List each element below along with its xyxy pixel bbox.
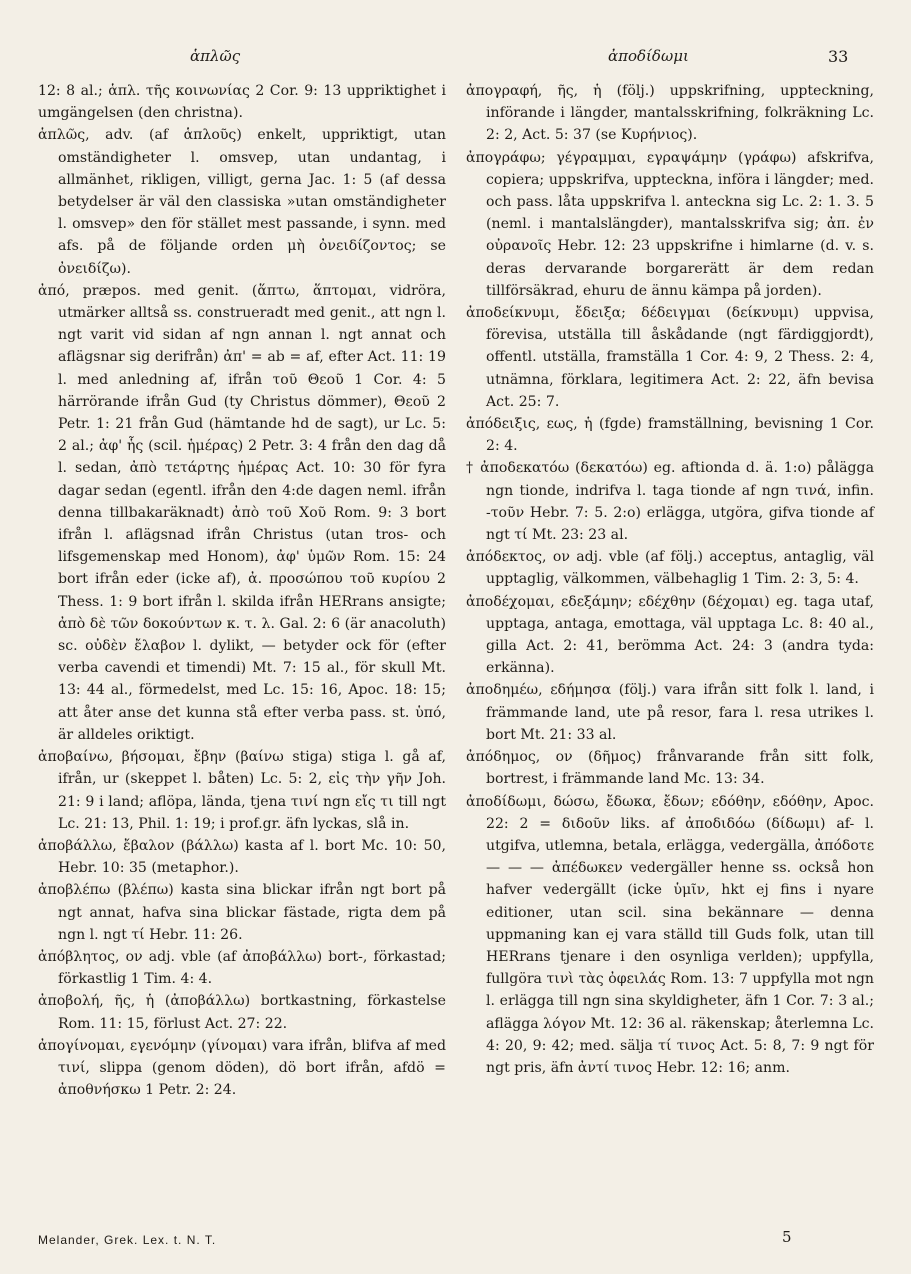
left-column (38, 80, 446, 1101)
entry: ἀποβολή, ῆς, ἡ (ἀποβάλλω) bortkastning, förkastelse Rom. 11: 15, förlust Act. 27: 22. (38, 993, 446, 1032)
entry: ἀποδείκνυμι, ἔδειξα; δέδειγμαι (δείκνυμι) uppvisa, förevisa, utställa till åskådande (ngt färdiggjordt), offentl. utställa, framställa 1 Cor. 4: 9, 2 Thess. 2: 4, utnämna, förklara, legitimera Act. 2: 22, äfn bevisa Act. 25: 7. (466, 305, 874, 410)
entry: ἀπογραφή, ῆς, ἡ (följ.) uppskrifning, uppteckning, införande i längder, mantalsskrifning, folkräkning Lc. 2: 2, Act. 5: 37 (se Κυρήνιος). (466, 83, 874, 144)
entry: 12: 8 al.; ἁπλ. τῆς κοινωνίας 2 Cor. 9: 13 uppriktighet i umgängelsen (den christna). (38, 83, 446, 122)
running-head-right: ἀποδίδωμι (608, 47, 689, 65)
entry: ἀπόδεκτος, ον adj. vble (af följ.) acceptus, antaglig, väl upptaglig, välkommen, välbehaglig 1 Tim. 2: 3, 5: 4. (466, 549, 874, 588)
entry: † ἀποδεκατόω (δεκατόω) eg. aftionda d. ä. 1:o) pålägga ngn tionde, indrifva l. taga tionde af ngn τινά, infin. -τοῦν Hebr. 7: 5. 2:o) erlägga, utgöra, gifva tionde af ngt τί Mt. 23: 23 al. (466, 460, 874, 544)
entry: ἀποβάλλω, ἔβαλον (βάλλω) kasta af l. bort Mc. 10: 50, Hebr. 10: 35 (metaphor.). (38, 837, 446, 877)
entry: ἀπογράφω; γέγραμμαι, εγραψάμην (γράφω) afskrifva, copiera; uppskrifva, uppteckna, införa i längder; med. och pass. låta uppskrifva l. anteckna sig Lc. 2: 1. 3. 5 (neml. i mantalslängder), mantalsskrifva sig; ἀπ. ἐν οὐρανοῖς Hebr. 12: 23 uppskrifne i himlarne (d. v. s. deras dervarande borgarerätt är dem redan tillförsäkrad, ehuru de ännu kämpa på jorden). (466, 149, 874, 299)
entry: ἀπόβλητος, ον adj. vble (af ἀποβάλλω) bort-, förkastad; förkastlig 1 Tim. 4: 4. (38, 948, 446, 988)
entry: ἀποδέχομαι, εδεξάμην; εδέχθην (δέχομαι) eg. taga utaf, upptaga, antaga, emottaga, väl upptaga Lc. 8: 40 al., gilla Act. 2: 41, berömma Act. 24: 3 (andra tyda: erkänna). (466, 593, 874, 677)
entry: ἀποδημέω, εδήμησα (följ.) vara ifrån sitt folk l. land, i främmande land, ute på resor, fara l. resa utrikes l. bort Mt. 21: 33 al. (466, 682, 874, 743)
entry: ἀποδίδωμι, δώσω, ἔδωκα, ἔδων; εδόθην, εδόθην, Apoc. 22: 2 = διδοῦν liks. af ἀποδιδόω (δίδωμι) af- l. utgifva, utlemna, betala, erlägga, vedergälla, ἀπόδοτε — — — ἀπέδωκεν vedergäller henne ss. också hon hafver vedergällt (icke ὑμῖν, hkt ej fins i nyare editioner, utan scil. sina bekännare — denna uppmaning kan ej vara ställd till Guds folk, utan till HERrans tjenare i den osynliga verlden); uppfylla, fullgöra τινὶ τὰς ὀφειλάς Rom. 13: 7 uppfylla mot ngn l. erlägga till ngn sina skyldigheter, äfn 1 Cor. 7: 3 al.; aflägga λόγον Mt. 12: 36 al. räkenskap; återlemna Lc. 4: 20, 9: 42; med. sälja τί τινος Act. 5: 8, 7: 9 ngt för ngt pris, äfn ἀντί τινος Hebr. 12: 16; anm. (466, 793, 874, 1076)
entry: ἀπόδειξις, εως, ἡ (fgde) framställning, bevisning 1 Cor. 2: 4. (466, 416, 874, 455)
entry: ἁπλῶς, adv. (af ἁπλοῦς) enkelt, uppriktigt, utan omständigheter l. omsvep, utan undantag, i allmänhet, rikligen, villigt, gerna Jac. 1: 5 (af dessa betydelser är väl den classiska »utan omständigheter l. omsvep» den för stället mest passande, i synn. med afs. på de följande orden μὴ ὀνειδίζοντος; se ὀνειδίζω). (38, 127, 446, 277)
running-head-left: ἁπλῶς (190, 47, 241, 65)
imprint-line: Melander, Grek. Lex. t. N. T. (38, 1233, 217, 1247)
entry: ἀπόδημος, ον (δῆμος) frånvarande från sitt folk, bortrest, i främmande land Mc. 13: 34. (466, 749, 874, 788)
entry: ἀπογίνομαι, εγενόμην (γίνομαι) vara ifrån, blifva af med τινί, slippa (genom döden), dö bort ifrån, afdö = ἀποθνήσκω 1 Petr. 2: 24. (38, 1037, 446, 1099)
signature-mark: 5 (782, 1228, 792, 1246)
entry: ἀποβαίνω, βήσομαι, ἔβην (βαίνω stiga) stiga l. gå af, ifrån, ur (skeppet l. båten) Lc. 5: 2, εἰς τὴν γῆν Joh. 21: 9 i land; aflöpa, lända, tjena τινί ngn εἴς τι till ngt Lc. 21: 13, Phil. 1: 19; i prof.gr. äfn lyckas, slå in. (38, 749, 446, 832)
entry: ἀπό, præpos. med genit. (ἅπτω, ἅπτομαι, vidröra, utmärker alltså ss. construeradt med genit., att ngn l. ngt varit vid sidan af ngn annan l. ngt annat och aflägsnar sig derifrån) ἀπ' = ab = af, efter Act. 11: 19 l. med anledning af, ifrån τοῦ Θεοῦ 1 Cor. 4: 5 härrörande ifrån Gud (ty Christus dömmer), Θεοῦ 2 Petr. 1: 21 från Gud (hämtande hd de sagt), ur Lc. 5: 2 al.; ἀφ' ἧς (scil. ἡμέρας) 2 Petr. 3: 4 från den dag då l. sedan, ἀπὸ τετάρτης ἡμέρας Act. 10: 30 för fyra dagar sedan (egentl. ifrån den 4:de dagen neml. ifrån denna tillbakaräknadt) ἀπὸ τοῦ Χοῦ Rom. 9: 3 bort ifrån l. aflägsnad ifrån Christus (utan tros- och lifsgemenskap med Honom), ἀφ' ὑμῶν Rom. 15: 24 bort ifrån eder (icke af), ἀ. προσώπου τοῦ κυρίου 2 Thess. 1: 9 bort ifrån l. skilda ifrån HERrans ansigte; ἀπὸ δὲ τῶν δοκούντων κ. τ. λ. Gal. 2: 6 (är anacoluth) sc. οὐδὲν ἔλαβον l. dylikt, — betyder ock för (efter verba cavendi et timendi) Mt. 7: 15 al., för skull Mt. 13: 44 al., förmedelst, med Lc. 15: 16, Apoc. 18: 15; att åter anse det kunna stå efter verba pass. st. ὑπό, är alldeles oriktigt. (38, 282, 446, 743)
page-number: 33 (828, 47, 849, 66)
right-column (466, 80, 874, 1079)
entry: ἀποβλέπω (βλέπω) kasta sina blickar ifrån ngt bort på ngt annat, hafva sina blickar fästade, rigta dem på ngn l. ngt τί Hebr. 11: 26. (38, 882, 446, 943)
